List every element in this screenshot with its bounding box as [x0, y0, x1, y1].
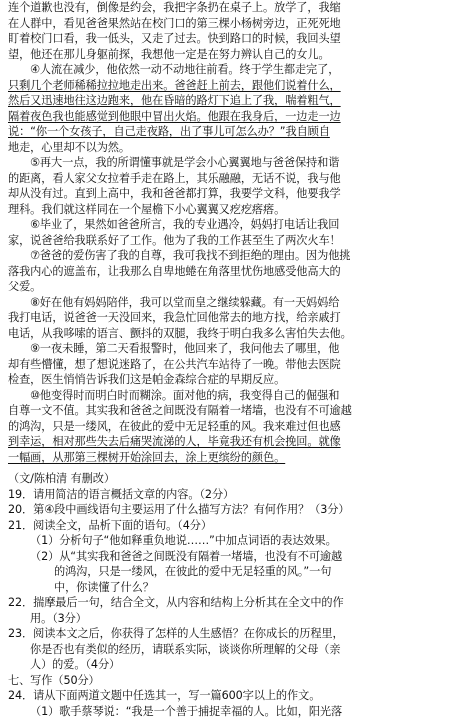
question-line: 用。（3分）: [8, 611, 450, 627]
question-line: 人）的爱。（4分）: [8, 657, 450, 673]
passage-line: 然后又迅速地往这边跑来，他在昏暗的路灯下追上了我，喘着粗气，: [8, 93, 450, 109]
question-line: 20．第④段中画线语句主要运用了什么描写方法？有何作用？（3分）: [8, 502, 450, 518]
passage-line: 却有些懵懂，想了想说迷路了，在公共汽车站待了一晚。带他去医院: [8, 357, 450, 373]
passage-line: 连个道歉也没有，倒像是约会，我把字条扔在桌子上。放学了，我缩: [8, 0, 450, 16]
passage-line: 我打电话，说爸爸一天没回来，我急忙回他常去的地方找，给亲戚打: [8, 310, 450, 326]
passage-line: 落我内心的遮盖布，让我那么自卑地蜷在角落里忧伤地感受他高大的: [8, 264, 450, 280]
passage-line: ⑧好在他有妈妈陪伴，我可以堂而皇之继续躲藏。有一天妈妈给: [8, 295, 450, 311]
question-line: 22．揣摩最后一句，结合全文，从内容和结构上分析其在全文中的作: [8, 595, 450, 611]
passage-line: 自尊一文不值。其实我和爸爸之间既没有隔着一堵墙，也没有不可逾越: [8, 403, 450, 419]
passage-line: 理科。我们就这样同在一个屋檐下小心翼翼又疙疙瘩瘩。: [8, 202, 450, 218]
passage-line: 地走，心里却不以为然。: [8, 140, 450, 156]
question-line: 21．阅读全文，品析下面的语句。（4分）: [8, 518, 450, 534]
passage-line: 只剩几个老师稀稀拉拉地走出来。爸爸赶上前去，跟他们说着什么，: [8, 78, 450, 94]
question-list: [8, 487, 450, 719]
passage-line: ⑤再大一点，我的所谓懂事就是学会小心翼翼地与爸爸保持和谐: [8, 155, 450, 171]
passage-line: ⑥毕业了，果然如爸爸所言，我的专业遇冷，妈妈打电话让我回: [8, 217, 450, 233]
passage-line: ④人流在减少，他依然一动不动地往前看。终于学生都走完了，: [8, 62, 450, 78]
question-line: 你是否也有类似的经历，请联系实际，谈谈你所理解的父母（亲: [8, 642, 450, 658]
question-line: 19．请用简洁的语言概括文章的内容。（2分）: [8, 487, 450, 503]
question-line: （1）分析句子“他如释重负地说……”中加点词语的表达效果。: [8, 533, 450, 549]
passage-line: 的鸿沟，只是一缕风，在彼此的爱中无足轻重的风。我来难过但也感: [8, 419, 450, 435]
question-line: 的鸿沟，只是一缕风，在彼此的爱中无足轻重的风。”一句: [8, 564, 450, 580]
passage-line: ⑨一夜未睡，第二天看报警时，他回来了，我问他去了哪里，他: [8, 341, 450, 357]
passage-line: 隔着夜色我也能感觉到他眼中冒出火焰。他跟在我身后，一边走一边: [8, 109, 450, 125]
question-line: 24．请从下面两道文题中任选其一，写一篇600字以上的作文。: [8, 688, 450, 704]
passage-line: 的距离，看人家父女拉着手走在路上，其乐融融，无话不说，我与他: [8, 171, 450, 187]
source-attribution: （文/陈柏清 有删改）: [8, 471, 450, 487]
passage-line: 家，说爸爸给我联系好了工作。他为了我的工作甚至生了两次火车！: [8, 233, 450, 249]
passage-line: 盯着校门口看，我一低头，又走了过去。快到路口的时候，我回头望: [8, 31, 450, 47]
reading-passage: [8, 0, 450, 465]
question-line: 七、写作（50分）: [8, 673, 450, 689]
passage-line: 电话，从我哆嗦的语言、颤抖的双腿，我终于明白我多么害怕失去他。: [8, 326, 450, 342]
passage-line: 望，他还在那儿身躯前探，我想他一定是在努力辨认自己的女儿。: [8, 47, 450, 63]
passage-line: 到幸运，相对那些失去后痛哭流涕的人，毕竟我还有机会挽回。就像: [8, 434, 450, 450]
passage-line: 说：“你一个女孩子，自己走夜路，出了事儿可怎么办？”我自顾自: [8, 124, 450, 140]
passage-line: 检查，医生悄悄告诉我们这是帕金森综合症的早期反应。: [8, 372, 450, 388]
passage-line: ⑩他变得时而明白时而糊涂。面对他的病，我变得自己的倔强和: [8, 388, 450, 404]
question-line: （2）从“其实我和爸爸之间既没有隔着一堵墙，也没有不可逾越: [8, 549, 450, 565]
passage-line: ⑦爸爸的爱伤害了我的自尊，我可我找不到拒绝的理由。因为他挑: [8, 248, 450, 264]
passage-line: 父爱。: [8, 279, 450, 295]
question-line: 中，你读懂了什么？: [8, 580, 450, 596]
passage-line: 在人群中，看见爸爸果然站在校门口的第三棵小杨树旁边，正死死地: [8, 16, 450, 32]
question-line: 23．阅读本文之后，你获得了怎样的人生感悟？在你成长的历程里，: [8, 626, 450, 642]
passage-line: 一幅画，从那第三棵树开始涂回去，涂上更缤纷的颜色。: [8, 450, 450, 466]
question-line: （1）歌手蔡琴说：“我是一个善于捕捉幸福的人。比如，阳光落: [8, 704, 450, 719]
passage-line: 却从没有过。直到上高中，我和爸爸都打算，我要学文科，他要我学: [8, 186, 450, 202]
